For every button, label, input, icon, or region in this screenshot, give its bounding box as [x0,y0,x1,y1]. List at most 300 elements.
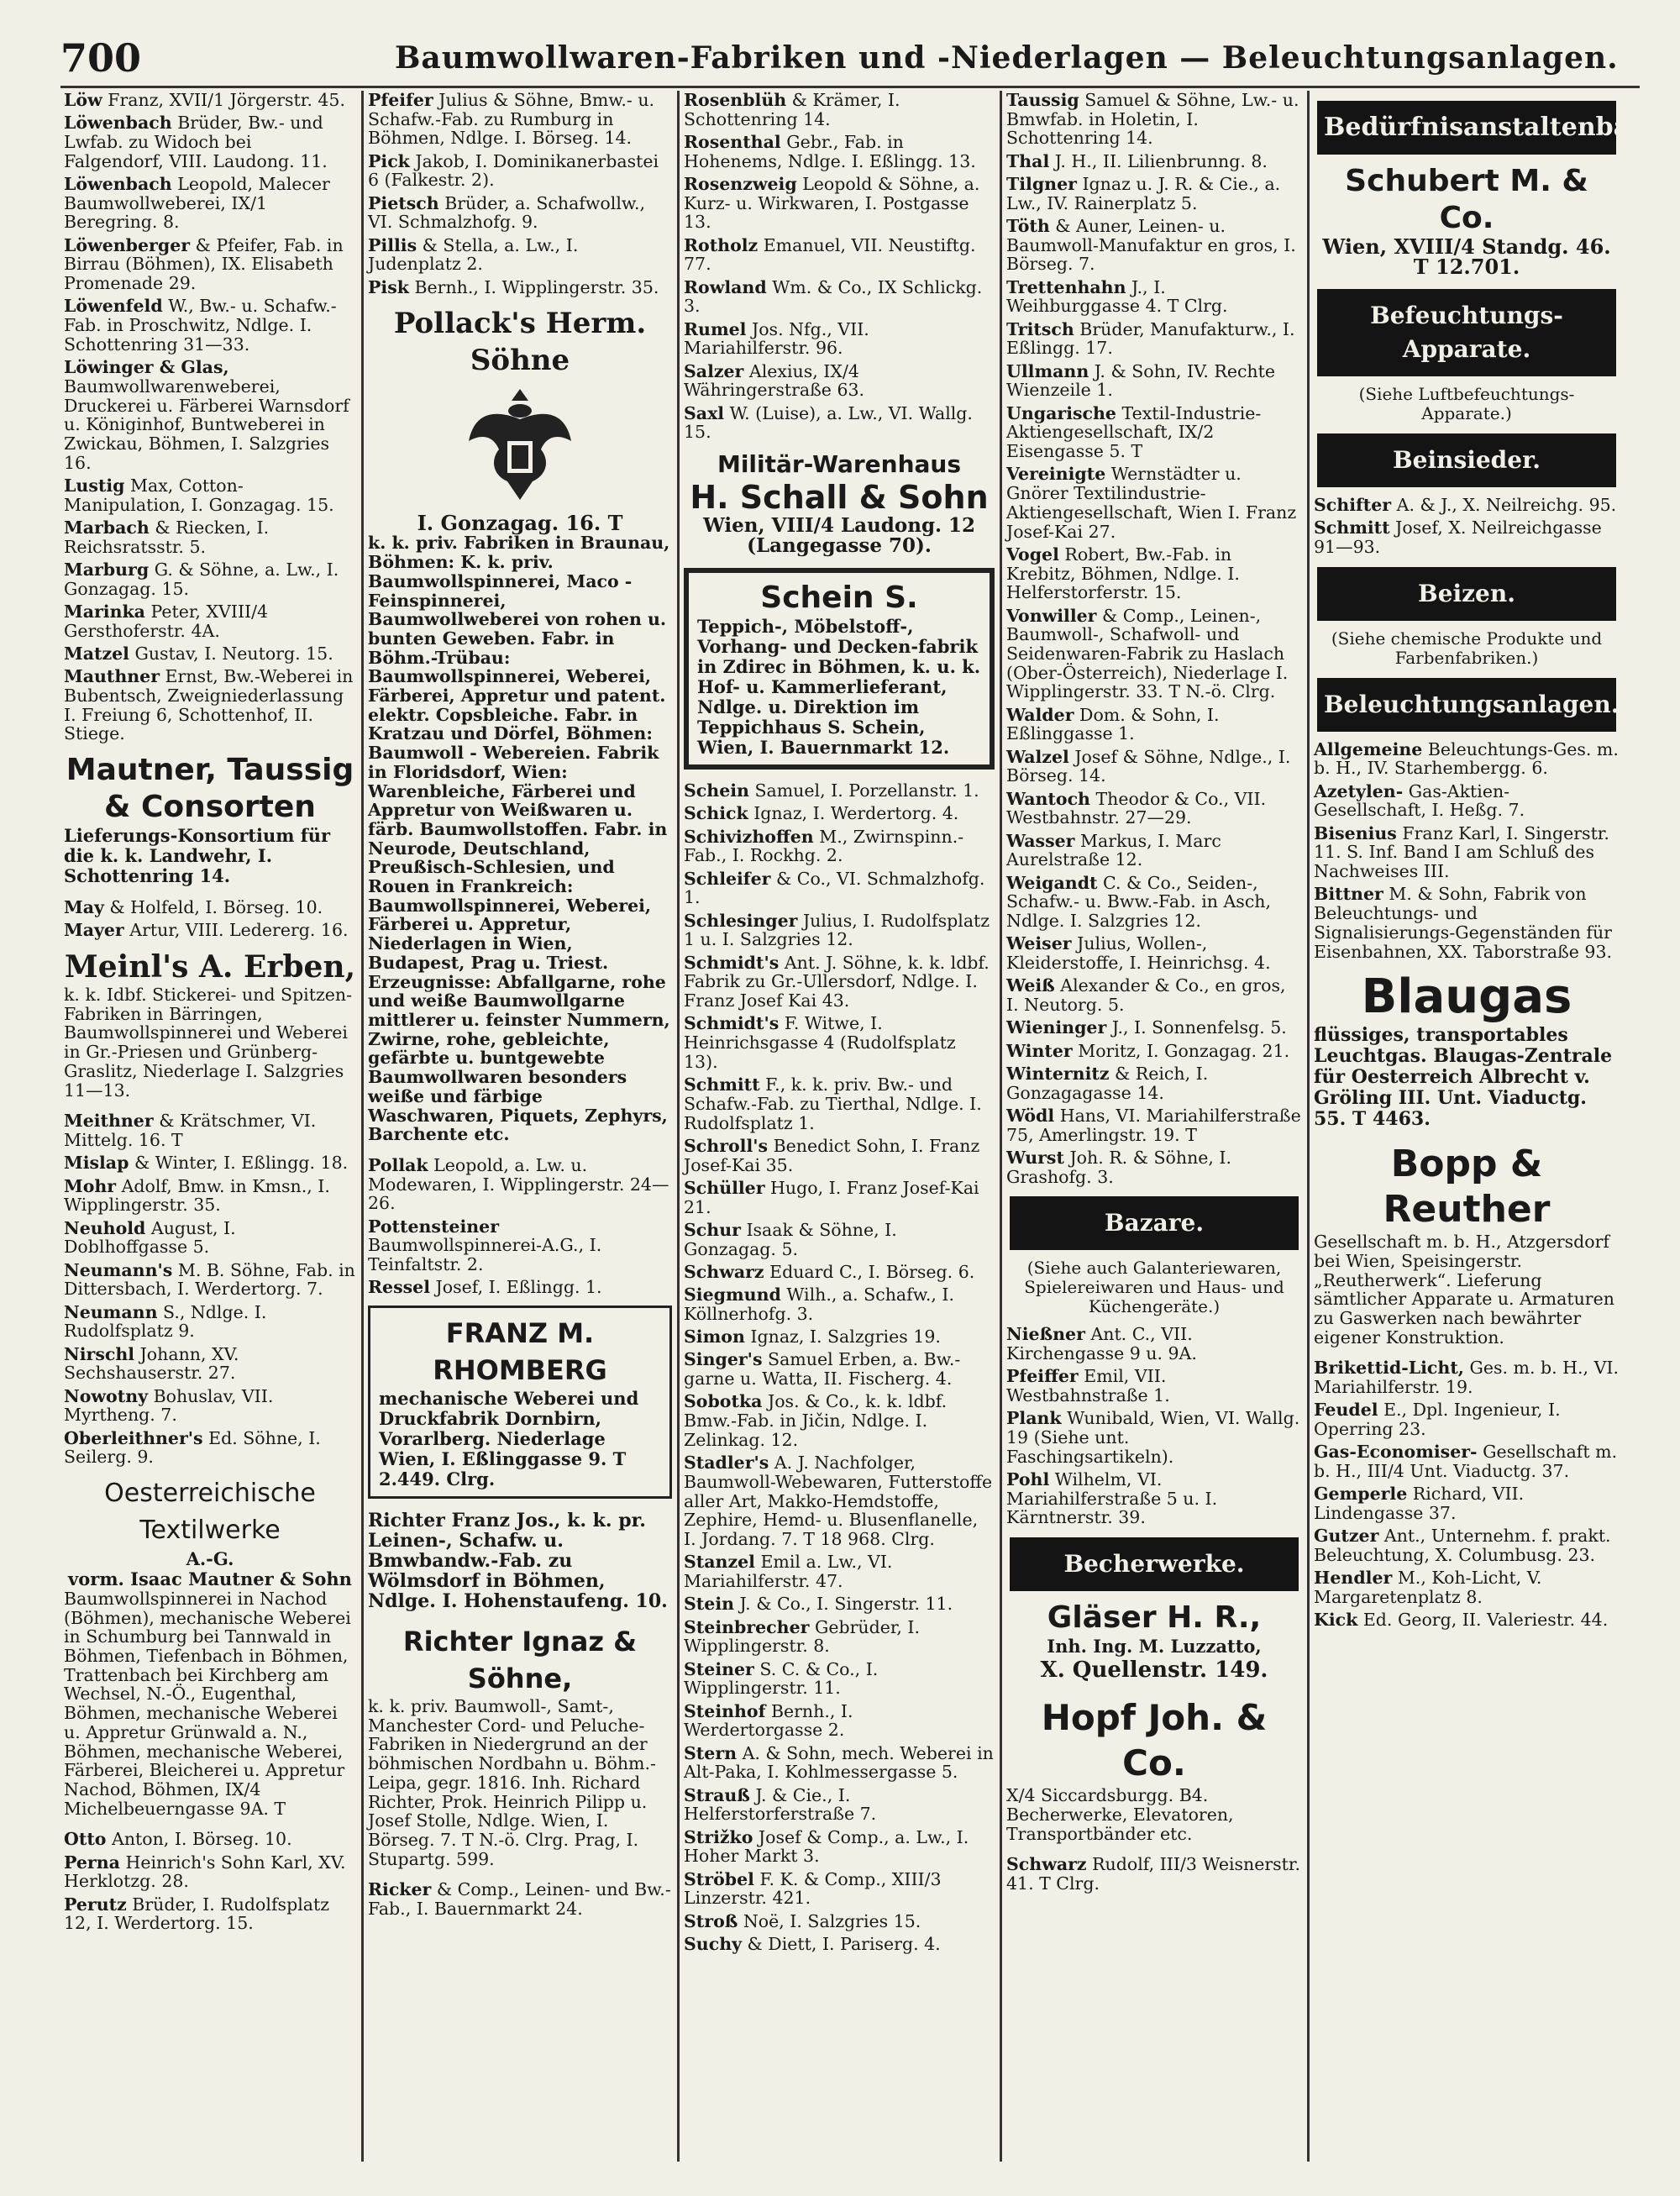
entry-name: Pollak [368,1154,428,1175]
entry-list [1314,740,1620,962]
directory-entry [1006,91,1302,148]
entry-text: G. & Söhne, a. Lw., I. Gonzagag. 15. [64,559,339,599]
entry-text: C. & Co., Seiden-, Schafw.- u. Bww.-Fab. in Asch, Ndlge. I. Salzgries 12. [1006,872,1272,932]
directory-entry [64,644,356,664]
entry-text: & Riecken, I. Reichsratsstr. 5. [64,517,270,557]
entry-text: Noë, I. Salzgries 15. [743,1910,921,1931]
directory-entry [64,113,356,171]
directory-entry [684,1702,995,1740]
directory-entry [368,1880,672,1918]
entry-name: Pottensteiner [368,1216,500,1237]
directory-entry [64,1153,356,1173]
entry-text: Wm. & Co., IX Schlickg. 3. [684,276,983,317]
directory-entry [1006,1855,1302,1893]
entry-text: Hans, VI. Mariahilferstraße 75, Amerlingstr. 19. T [1006,1105,1301,1145]
entry-name: Wieninger [1006,1017,1107,1038]
directory-entry [1314,1400,1620,1438]
directory-entry [1314,518,1620,556]
directory-entry [684,1935,995,1954]
directory-entry [64,1853,356,1891]
entry-text: Heinrich's Sohn Karl, XV. Herklotzg. 28. [64,1852,346,1892]
directory-entry [64,1111,356,1149]
directory-entry [684,133,995,171]
entry-name: Tilgner [1006,174,1077,194]
entry-text: Leopold, Malecer Baumwollweberei, IX/1 Beregring. 8. [64,174,330,233]
entry-name: Schmidt's [684,1013,780,1034]
entry-text: Richard, VII. Lindengasse 37. [1314,1484,1525,1524]
directory-entry [684,1327,995,1347]
directory-entry [684,1221,995,1258]
entry-text: Jos. Nfg., VII. Mariahilferstr. 96. [684,318,869,359]
ad-schubert [1314,163,1620,277]
directory-entry [64,921,356,940]
entry-text: Emil a. Lw., VI. Mariahilferstr. 47. [684,1552,893,1591]
entry-name: Schmitt [1314,517,1390,538]
entry-text: Adolf, Bmw. in Kmsn., I. Wipplingerstr. 35. [64,1175,330,1216]
ad-glaeser [1006,1600,1302,1684]
ad-title: Schubert M. & Co. [1345,164,1588,235]
directory-entry [684,175,995,232]
section-note: (Siehe auch Galanteriewaren, Spielereiwaren und Haus- und Küchengeräte.) [1024,1258,1284,1317]
directory-entry [684,1870,995,1908]
directory-entry [1006,217,1302,274]
ad-title: Richter Ignaz & Söhne, [402,1626,638,1695]
directory-entry [64,91,356,110]
directory-entry [64,1219,356,1257]
ad-title: Gläser H. R., [1047,1600,1262,1636]
directory-entry [64,1303,356,1341]
entry-text: Josef & Söhne, Ndlge., I. Börseg. 14. [1006,746,1291,786]
entry-name: Sobotka [684,1391,763,1412]
entry-name: Mohr [64,1175,117,1196]
entry-text: A. & Sohn, mech. Weberei in Alt-Paka, I. Kohlmessergasse 5. [684,1742,994,1783]
entry-text: Baumwollwarenweberei, Druckerei u. Färberei Warnsdorf u. Königinhof, Buntweberei in Zwickau, Böhmen, I. Salzgries 16. [64,376,349,473]
column-1 [64,91,356,2166]
entry-name: Ricker [368,1879,432,1900]
entry-name: Steinbrecher [684,1616,810,1637]
directory-entry [1314,1610,1620,1630]
entry-name: Ungarische [1006,402,1116,423]
entry-text: & Winter, I. Eßlingg. 18. [134,1153,349,1174]
directory-entry [684,1660,995,1698]
entry-name: Neumann [64,1301,158,1322]
entry-text: Jos. & Co., k. k. ldbf. Bmw.-Fab. in Jičin, Ndlge. I. Zelinkag. 12. [684,1391,948,1450]
entry-name: Trettenhahn [1006,276,1126,297]
entry-name: Löw [64,90,102,110]
entry-text: Gebrüder, I. Wipplingerstr. 8. [684,1616,921,1657]
entry-name: Taussig [1006,90,1079,110]
entry-name: Wurst [1006,1147,1064,1168]
entry-text: Ges. m. b. H., VI. Mariahilferstr. 19. [1314,1358,1620,1398]
entry-text: M., Koh-Licht, V. Margaretenplatz 8. [1314,1568,1542,1608]
entry-text: Emanuel, VII. Neustiftg. 77. [684,234,976,275]
section-note: (Siehe chemische Produkte und Farbenfabriken.) [1331,628,1603,668]
directory-entry [684,1392,995,1449]
entry-text: Ignaz, I. Werdertorg. 4. [753,803,959,824]
entry-name: Weiß [1006,975,1055,996]
directory-entry [1006,1325,1302,1363]
entry-text: Rudolf, III/3 Weisnerstr. 41. T Clrg. [1006,1854,1300,1894]
directory-entry [684,1786,995,1824]
entry-text: Wilhelm, VI. Mariahilferstraße 5 u. I. Kärntnerstr. 39. [1006,1469,1218,1528]
entry-name: Gutzer [1314,1526,1379,1547]
entry-name: Brikettid-Licht, [1314,1358,1464,1379]
entry-text: Ernst, Bw.-Weberei in Bubentsch, Zweigniederlassung I. Freiung 6, Schottenhof, II. Stiege. [64,666,354,744]
entry-text: J. & Sohn, IV. Rechte Wienzeile 1. [1006,360,1276,401]
entry-text: J. & Cie., I. Helferstorferstraße 7. [684,1784,877,1825]
entry-text: Wilh., a. Schafw., I. Köllnerhofg. 3. [684,1285,954,1324]
entry-name: Mayer [64,920,124,941]
entry-text: Franz, XVII/1 Jörgerstr. 45. [108,90,345,110]
entry-text: Wernstädter u. Gnörer Textilindustrie-Aktiengesellschaft, Wien I. Franz Josef-Kai 27. [1006,464,1297,542]
ad-body: k. k. priv. Fabriken in Braunau, Böhmen: K. k. priv. Baumwollspinnerei, Maco - Feinspinnerei, Baumwollweberei von rohen u. bunten Geweben. Fabr. in Böhm.-Trübau: Baumwollspinnerei, Weberei, Färberei, Appretur und patent. elektr. Copsbleiche. Fabr. in Kratzau und Dörfel, Böhmen: Baumwoll - Webereien. Fabrik in Floridsdorf, Wien: Warenbleiche, Färberei und Appretur von Weißwaren u. färb. Baumwollstoffen. Fabr. in Neurode, Deutschland, Preußisch-Schlesien, und Rouen in Frankreich: Baumwollspinnerei, Weberei, Färberei u. Appretur, Niederlagen in Wien, Budapest, Prag u. Triest. Erzeugnisse: Abfallgarne, rohe und weiße Baumwollgarne mittlerer u. feinster Nummern, Zwirne, rohe, gebleichte, gefärbte u. buntgewebte Baumwollwaren besonders weiße und färbige Waschwaren, Piquets, Zephyrs, Barchente etc. [368,533,670,1145]
directory-entry [684,91,995,129]
ad-title: Oesterreichische Textilwerke [104,1478,316,1545]
entry-text: Ed. Söhne, I. Seilerg. 9. [64,1427,321,1468]
entry-name: Stein [684,1594,735,1615]
entry-text: J. H., II. Lilienbrunng. 8. [1054,150,1268,171]
entry-list [684,781,995,1953]
entry-name: Marburg [64,559,150,580]
entry-name: Bisenius [1314,822,1397,843]
directory-entry [64,1895,356,1933]
ad-line2: Inh. Ing. M. Luzzatto, [1047,1636,1262,1658]
column-rule [677,91,680,2162]
ad-title: Schein S. [760,581,918,616]
entry-text: A. J. Nachfolger, Baumwoll-Webewaren, Futterstoffe aller Art, Makko-Hemdstoffe, Zephire, Hemd- u. Blusenflanelle, I. Jordang. 7. T 18 968. Clrg. [684,1453,993,1549]
directory-entry [1006,152,1302,171]
entry-name: Marbach [64,517,150,538]
entry-list [64,91,356,743]
entry-text: Leopold, a. Lw. u. Modewaren, I. Wipplingerstr. 24—26. [368,1154,669,1214]
entry-name: Ressel [368,1277,430,1298]
directory-entry [368,194,672,232]
entry-text: Ant. J. Söhne, k. k. ldbf. Fabrik zu Gr.-Ullersdorf, Ndlge. I. Franz Josef Kai 43. [684,952,990,1011]
directory-entry [64,1429,356,1467]
ad-blaugas [1314,969,1620,1130]
entry-text: Julius, I. Rudolfsplatz 1 u. I. Salzgries 12. [684,910,990,950]
entry-text: S., Ndlge. I. Rudolfsplatz 9. [64,1301,267,1342]
entry-text: Gebr., Fab. in Hohenems, Ndlge. I. Eßlingg. 13. [684,132,976,171]
entry-text: & Comp., Leinen-, Baumwoll-, Schafwoll- und Seidenwaren-Fabrik zu Haslach (Ober-Österreich), Niederlage I. Wipplingerstr. 33. T N.-ö. Clrg. [1006,605,1289,702]
directory-entry [1006,1409,1302,1466]
directory-entry [1006,832,1302,869]
directory-entry [684,1744,995,1782]
entry-name: Saxl [684,402,725,423]
entry-name: Löwenberger [64,234,191,255]
entry-name: Schmidt's [684,952,780,973]
ad-body: Teppich-, Möbelstoff-, Vorhang- und Decken-fabrik in Zdirec in Böhmen, k. u. k. Hof- u. Kammerlieferant, Ndlge. u. Direktion im Teppichhaus S. Schein, Wien, I. Bauernmarkt 12. [697,616,981,759]
entry-text: J., I. Sonnenfelsg. 5. [1111,1017,1287,1038]
entry-text: Franz Karl, I. Singerstr. 11. S. Inf. Band I am Schluß des Nachweises III. [1314,822,1609,882]
entry-list [1006,91,1302,1186]
directory-entry [684,827,995,865]
directory-entry [1006,976,1302,1014]
directory-entry [368,91,672,148]
entry-text: Ed. Georg, II. Valeriestr. 44. [1362,1610,1609,1631]
ad-schein [684,568,995,770]
entry-name: Schwarz [684,1261,764,1282]
double-eagle-crest-icon [465,382,575,508]
directory-entry [684,911,995,949]
ad-textilwerke [64,1475,356,1818]
directory-entry [1314,496,1620,515]
ad-title: FRANZ M. RHOMBERG [433,1317,607,1387]
entry-name: Löwenbach [64,113,172,134]
directory-entry [1006,1470,1302,1527]
entry-list [368,1880,672,1918]
page-header: Baumwollwaren-Fabriken und -Niederlagen — Beleuchtungsanlagen. [395,40,1619,76]
column-3 [684,91,995,2166]
directory-entry [1314,782,1620,820]
entry-text: Isaak & Söhne, I. Gonzagag. 5. [684,1219,897,1259]
entry-text: Ant. C., VII. Kirchengasse 9 u. 9A. [1006,1324,1197,1364]
entry-name: Perna [64,1852,120,1873]
directory-entry [64,236,356,293]
entry-name: Weiser [1006,933,1072,954]
section-banner-beduerfnisanstalten: Bedürfnisanstaltenbau. [1317,101,1616,155]
entry-list [1006,1855,1302,1893]
entry-name: Ströbel [684,1868,754,1889]
section-banner-beinsieder: Beinsieder. [1317,433,1616,487]
directory-entry [684,236,995,274]
entry-name: Wasser [1006,830,1075,851]
entry-text: Bernh., I. Werdertorgasse 2. [684,1700,853,1741]
section-banner-beleuchtungsanlagen: Beleuchtungsanlagen. [1317,678,1616,732]
column-rule [361,91,364,2162]
entry-text: Samuel & Söhne, Lw.- u. Bmwfab. in Holetin, I. Schottenring 14. [1006,90,1299,149]
entry-name: Azetylen- [1314,780,1404,801]
entry-name: Rosenthal [684,132,781,152]
column-rule [1307,91,1310,2162]
section-banner-bazare: Bazare. [1010,1196,1299,1250]
entry-text: & Comp., Leinen- und Bw.-Fab., I. Bauernmarkt 24. [368,1879,671,1920]
directory-entry [1006,607,1302,702]
entry-text: Ignaz, I. Salzgries 19. [750,1327,941,1348]
entry-text: F., k. k. priv. Bw.- und Schafw.-Fab. zu Tierthal, Ndlge. I. Rudolfsplatz 1. [684,1074,982,1133]
entry-name: May [64,897,104,918]
entry-list [368,1156,672,1297]
entry-name: Löwenfeld [64,296,163,317]
directory-entry [1006,790,1302,827]
entry-name: Schlesinger [684,910,798,931]
section-banner-befeuchtungs-apparate: Befeuchtungs-Apparate. [1317,289,1616,376]
entry-name: Otto [64,1829,107,1850]
ad-body: flüssiges, transportables Leuchtgas. Blaugas-Zentrale für Oesterreich Albrecht v. Gröling III. Unt. Viaductg. 55. T 4463. [1314,1024,1613,1131]
ad-title: Pollack's Herm. Söhne [393,307,647,378]
directory-entry [684,1014,995,1071]
entry-name: Suchy [684,1933,743,1954]
ad-vorm: vorm. Isaac Mautner & Sohn [68,1568,352,1589]
entry-text: F. K. & Comp., XIII/3 Linzerstr. 421. [684,1868,942,1909]
entry-text: S. C. & Co., I. Wipplingerstr. 11. [684,1658,879,1699]
entry-name: Stroß [684,1910,738,1931]
entry-list [64,1830,356,1933]
entry-text: Artur, VIII. Ledererg. 16. [129,920,349,941]
entry-name: Weigandt [1006,872,1098,893]
page-number: 700 [60,35,142,81]
ad-line3: T 12.701. [1413,255,1520,279]
entry-name: Töth [1006,216,1050,236]
directory-entry [1006,1018,1302,1038]
entry-name: Pillis [368,234,417,255]
ad-title: Bopp & Reuther [1383,1143,1551,1232]
entry-text: Moritz, I. Gonzagag. 21. [1078,1040,1290,1061]
entry-name: Schleifer [684,868,771,889]
entry-text: Bernh., I. Wipplingerstr. 35. [414,276,659,297]
entry-name: Kick [1314,1610,1358,1631]
entry-name: Wantoch [1006,788,1090,809]
directory-entry [1006,1367,1302,1405]
entry-name: Pisk [368,276,409,297]
entry-text: Hugo, I. Franz Josef-Kai 21. [684,1177,979,1217]
directory-entry [684,1263,995,1282]
directory-entry [1006,934,1302,972]
entry-list [64,898,356,940]
entry-name: Löwenbach [64,174,172,194]
directory-entry [368,236,672,274]
entry-text: F. Witwe, I. Heinrichsgasse 4 (Rudolfsplatz 13). [684,1013,956,1072]
directory-entry [684,362,995,400]
entry-text: Joh. R. & Söhne, I. Grashofg. 3. [1006,1147,1232,1187]
directory-entry [1006,362,1302,400]
ad-line1: Militär-Warenhaus [717,450,962,479]
entry-text: & Reich, I. Gonzagagasse 14. [1006,1063,1209,1103]
entry-name: Walzel [1006,746,1069,767]
ad-body: Gesellschaft m. b. H., Atzgersdorf bei Wien, Speisingerstr. „Reutherwerk“. Lieferung sämtlicher Apparate u. Armaturen zu Gaswerken nach bewährter eigener Konstruktion. [1314,1232,1614,1348]
entry-name: Vogel [1006,544,1059,565]
entry-text: & Krätschmer, VI. Mittelg. 16. T [64,1111,317,1150]
directory-entry [684,1912,995,1931]
section-banner-beizen: Beizen. [1317,567,1616,621]
entry-name: Feudel [1314,1400,1378,1421]
entry-name: Vonwiller [1006,605,1097,626]
entry-text: & Co., VI. Schmalzhofg. 1. [684,868,985,908]
entry-text: Emil, VII. Westbahnstraße 1. [1006,1366,1170,1406]
entry-text: Jakob, I. Dominikanerbastei 6 (Falkestr. 2). [368,150,659,191]
entry-name: Nirschl [64,1343,135,1364]
ad-title: Meinl's A. Erben, [64,949,356,985]
entry-text: Robert, Bw.-Fab. in Krebitz, Böhmen, Ndlge. I. Helferstorferstr. 15. [1006,544,1240,603]
ad-body: k. k. Idbf. Stickerei- und Spitzen-Fabriken in Bärringen, Baumwollspinnerei und Weberei in Gr.-Priesen und Grünberg-Graslitz, Niederlage I. Salzgries 11—13. [64,985,353,1101]
entry-text: Josef & Comp., a. Lw., I. Hoher Markt 3. [684,1826,969,1867]
entry-text: Brüder, I. Rudolfsplatz 12, I. Werdertorg. 15. [64,1894,330,1934]
directory-entry [684,1828,995,1866]
entry-text: & Krämer, I. Schottenring 14. [684,90,900,129]
entry-name: Marinka [64,601,145,622]
directory-entry [64,1345,356,1383]
entry-text: Gustav, I. Neutorg. 15. [134,643,333,664]
ad-bopp-reuther [1314,1142,1620,1347]
ad-meinl [64,948,356,1100]
entry-name: Rosenblüh [684,90,787,110]
entry-text: Brüder, Bw.- und Lwfab. zu Widoch bei Falgendorf, VIII. Laudong. 11. [64,113,328,171]
entry-name: Salzer [684,360,744,381]
entry-name: Thal [1006,150,1050,171]
directory-entry [684,781,995,801]
entry-text: Anton, I. Börseg. 10. [112,1829,292,1850]
directory-entry [368,278,672,297]
directory-entry [64,560,356,598]
entry-text: A. & J., X. Neilreichg. 95. [1396,495,1617,515]
directory-entry [64,1261,356,1299]
entry-name: Schmitt [684,1074,760,1095]
column-rule [1000,91,1002,2162]
entry-name: Gas-Economiser- [1314,1442,1478,1463]
entry-text: Beleuchtungs-Ges. m. b. H., IV. Starhembergg. 6. [1314,738,1619,779]
entry-name: Nießner [1006,1324,1085,1345]
entry-name: Mislap [64,1153,129,1174]
column-2 [368,91,672,2166]
directory-entry [64,476,356,514]
directory-entry [1006,1042,1302,1061]
entry-name: Strižko [684,1826,753,1847]
ad-body: Wien, VIII/4 Laudong. 12 (Langegasse 70). [702,514,976,558]
entry-text: Textil-Industrie-Aktiengesellschaft, IX/2 Eisengasse 5. T [1006,402,1262,462]
directory-entry [684,804,995,823]
entry-text: W. (Luise), a. Lw., VI. Wallg. 15. [684,402,973,443]
column-5 [1314,91,1657,2166]
directory-entry [1314,1484,1620,1522]
directory-entry [64,667,356,743]
entry-list [1314,1358,1620,1630]
directory-entry [1314,1526,1620,1564]
entry-name: Stadler's [684,1453,769,1474]
directory-entry [684,404,995,442]
entry-text: Wunibald, Wien, VI. Wallg. 19 (Siehe unt. Faschingsartikeln). [1006,1408,1300,1467]
ad-title: Mautner, Taussig & Consorten [66,753,354,825]
entry-name: Bittner [1314,884,1383,905]
directory-entry [64,518,356,556]
entry-name: Pohl [1006,1469,1050,1490]
entry-name: Allgemeine [1314,738,1423,759]
directory-entry [1006,1106,1302,1144]
entry-text: Gas-Aktien-Gesellschaft, I. Heßg. 7. [1314,780,1525,821]
entry-name: Schroll's [684,1135,769,1156]
directory-entry [1006,1148,1302,1186]
entry-name: Neuhold [64,1217,146,1238]
directory-entry [684,1594,995,1614]
directory-entry [684,320,995,358]
section-banner-becherwerke: Becherwerke. [1010,1537,1299,1591]
entry-text: Leopold & Söhne, a. Kurz- u. Wirkwaren, I. Postgasse 13. [684,174,980,233]
ad-ag: A.-G. [186,1547,234,1569]
entry-name: Stern [684,1742,738,1763]
directory-entry [684,1075,995,1132]
entry-name: Rumel [684,318,747,339]
directory-entry [1006,320,1302,358]
directory-entry [1006,874,1302,931]
entry-text: Alexander & Co., en gros, I. Neutorg. 5. [1006,975,1286,1016]
directory-entry [1314,1442,1620,1480]
header-rule [60,86,1640,88]
entry-text: Samuel Erben, a. Bw.-garne u. Watta, II. Fischerg. 4. [684,1349,961,1390]
ad-title: H. Schall & Sohn [690,479,989,517]
entry-text: Dom. & Sohn, I. Eßlinggasse 1. [1006,704,1220,744]
entry-name: Matzel [64,643,129,664]
entry-name: Neumann's [64,1259,173,1280]
ad-mautner-taussig [64,752,356,886]
directory-entry [64,175,356,232]
entry-text: Alexius, IX/4 Währingerstraße 63. [684,360,865,401]
entry-text: Bohuslav, VII. Myrtheng. 7. [64,1385,274,1426]
entry-text: J., I. Weihburggasse 4. T Clrg. [1006,276,1228,317]
entry-text: Ignaz u. J. R. & Cie., a. Lw., IV. Rainerplatz 5. [1006,174,1281,213]
ad-body: k. k. priv. Baumwoll-, Samt-, Manchester Cord- und Peluche-Fabriken in Niedergrund an der böhmischen Nordbahn u. Böhm.-Leipa, gegr. 1816. Inh. Richard Richter, Prok. Heinrich Pilipp u. Josef Stolle, Ndlge. Wien, I. Börseg. 7. T N.-ö. Clrg. Prag, I. Stupartg. 599. [368,1696,656,1869]
directory-entry [64,1387,356,1425]
entry-text: Ant., Unternehm. f. prakt. Beleuchtung, X. Columbusg. 23. [1314,1526,1611,1566]
ad-address: I. Gonzagag. 16. T [417,511,623,536]
